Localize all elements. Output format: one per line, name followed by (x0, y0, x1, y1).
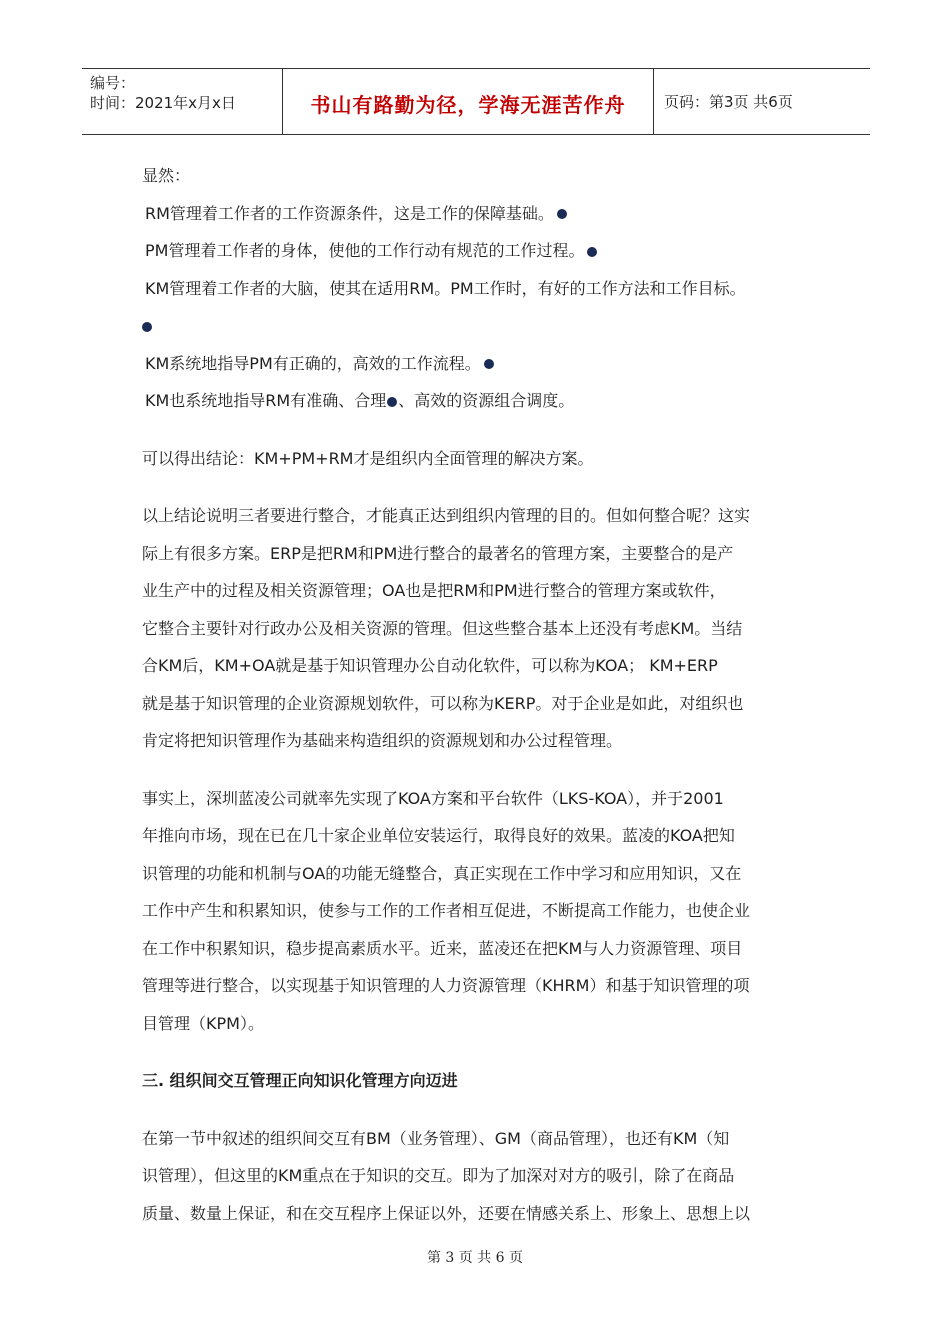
intro-text: 显然： (142, 166, 191, 185)
bullet-text: KM系统地指导PM有正确的，高效的工作流程。 (145, 353, 481, 373)
bullet-text-tail: 、高效的资源组合调度。 (398, 391, 575, 410)
header-page-info-cell (654, 69, 870, 134)
page-info: 页码：第3页 共6页 (664, 93, 793, 111)
bullet-dot-icon (587, 247, 597, 257)
header-meta (82, 69, 282, 134)
paragraph-line: 它整合主要针对行政办公及相关资源的管理。但这些整合基本上还没有考虑KM。当结 (142, 618, 743, 638)
paragraph-line: 肯定将把知识管理作为基础来构造组织的资源规划和办公过程管理。 (142, 731, 623, 750)
paragraph-line: 业生产中的过程及相关资源管理；OA也是把RM和PM进行整合的管理方案或软件， (142, 581, 726, 600)
paragraph-line: 合KM后，KM+OA就是基于知识管理办公自动化软件，可以称为KOA； KM+ERP (142, 656, 718, 675)
paragraph-3 (142, 1120, 814, 1233)
paragraph-line: 在工作中积累知识，稳步提高素质水平。近来，蓝凌还在把KM与人力资源管理、项目 (142, 938, 743, 958)
conclusion-text: 可以得出结论：KM+PM+RM才是组织内全面管理的解决方案。 (142, 448, 594, 468)
bullet-item (142, 270, 814, 308)
serial-label: 编号： (90, 74, 136, 92)
bullet-dot-icon (484, 359, 494, 369)
bullet-item (142, 232, 814, 270)
paragraph-line: 目管理（KPM）。 (142, 1013, 264, 1033)
paragraph-line: 事实上，深圳蓝凌公司就率先实现了KOA方案和平台软件（LKS-KOA），并于2001 (142, 788, 724, 808)
bullet-dot-icon (557, 209, 567, 219)
paragraph-line: 以上结论说明三者要进行整合，才能真正达到组织内管理的目的。但如何整合呢？这实 (142, 506, 751, 525)
bullet-text: KM也系统地指导RM有准确、合理 (145, 391, 387, 410)
paragraph-line: 工作中产生和积累知识，使参与工作的工作者相互促进，不断提高工作能力，也使企业 (142, 901, 751, 920)
paragraph-line: 就是基于知识管理的企业资源规划软件，可以称为KERP。对于企业是如此，对组织也 (142, 693, 744, 713)
bullet-dot-icon (387, 397, 397, 407)
paragraph-line: 质量、数量上保证，和在交互程序上保证以外，还要在情感关系上、形象上、思想上以 (142, 1203, 751, 1223)
document-body (142, 157, 814, 1232)
paragraph-line: 管理等进行整合，以实现基于知识管理的人力资源管理（KHRM）和基于知识管理的项 (142, 976, 750, 995)
bullet-text: PM管理着工作者的身体，使他的工作行动有规范的工作过程。 (145, 241, 585, 260)
bullet-item (142, 382, 814, 420)
paragraph-line: 识管理），但这里的KM重点在于知识的交互。即为了加深对对方的吸引，除了在商品 (142, 1166, 735, 1185)
bullet-item (142, 195, 814, 233)
header-motto-cell (282, 69, 654, 134)
bullet-text: RM管理着工作者的工作资源条件，这是工作的保障基础。 (145, 203, 554, 223)
motto: 书山有路勤为径，学海无涯苦作舟 (310, 93, 626, 117)
header-table (82, 68, 870, 135)
paragraph-2 (142, 780, 814, 1043)
bullet-item (142, 307, 814, 345)
paragraph-line: 识管理的功能和机制与OA的功能无缝整合，真正实现在工作中学习和应用知识，又在 (142, 863, 742, 883)
bullet-text: KM管理着工作者的大脑，使其在适用RM。PM工作时，有好的工作方法和工作目标。 (145, 278, 746, 298)
footer-page-number: 第 3 页 共 6 页 (426, 1250, 524, 1266)
paragraph-1 (142, 497, 814, 760)
bullet-item (142, 345, 814, 383)
paragraph-line: 在第一节中叙述的组织间交互有BM（业务管理）、GM（商品管理），也还有KM（知 (142, 1128, 730, 1148)
page-footer (0, 1247, 950, 1267)
bullet-dot-icon (142, 322, 152, 332)
paragraph-line: 年推向市场，现在已在几十家企业单位安装运行，取得良好的效果。蓝凌的KOA把知 (142, 826, 735, 845)
paragraph-line: 际上有很多方案。ERP是把RM和PM进行整合的最著名的管理方案，主要整合的是产 (142, 543, 734, 563)
section-heading: 三. 组织间交互管理正向知识化管理方向迈进 (142, 1071, 458, 1090)
date-label: 时间：2021年x月x日 (90, 94, 236, 112)
